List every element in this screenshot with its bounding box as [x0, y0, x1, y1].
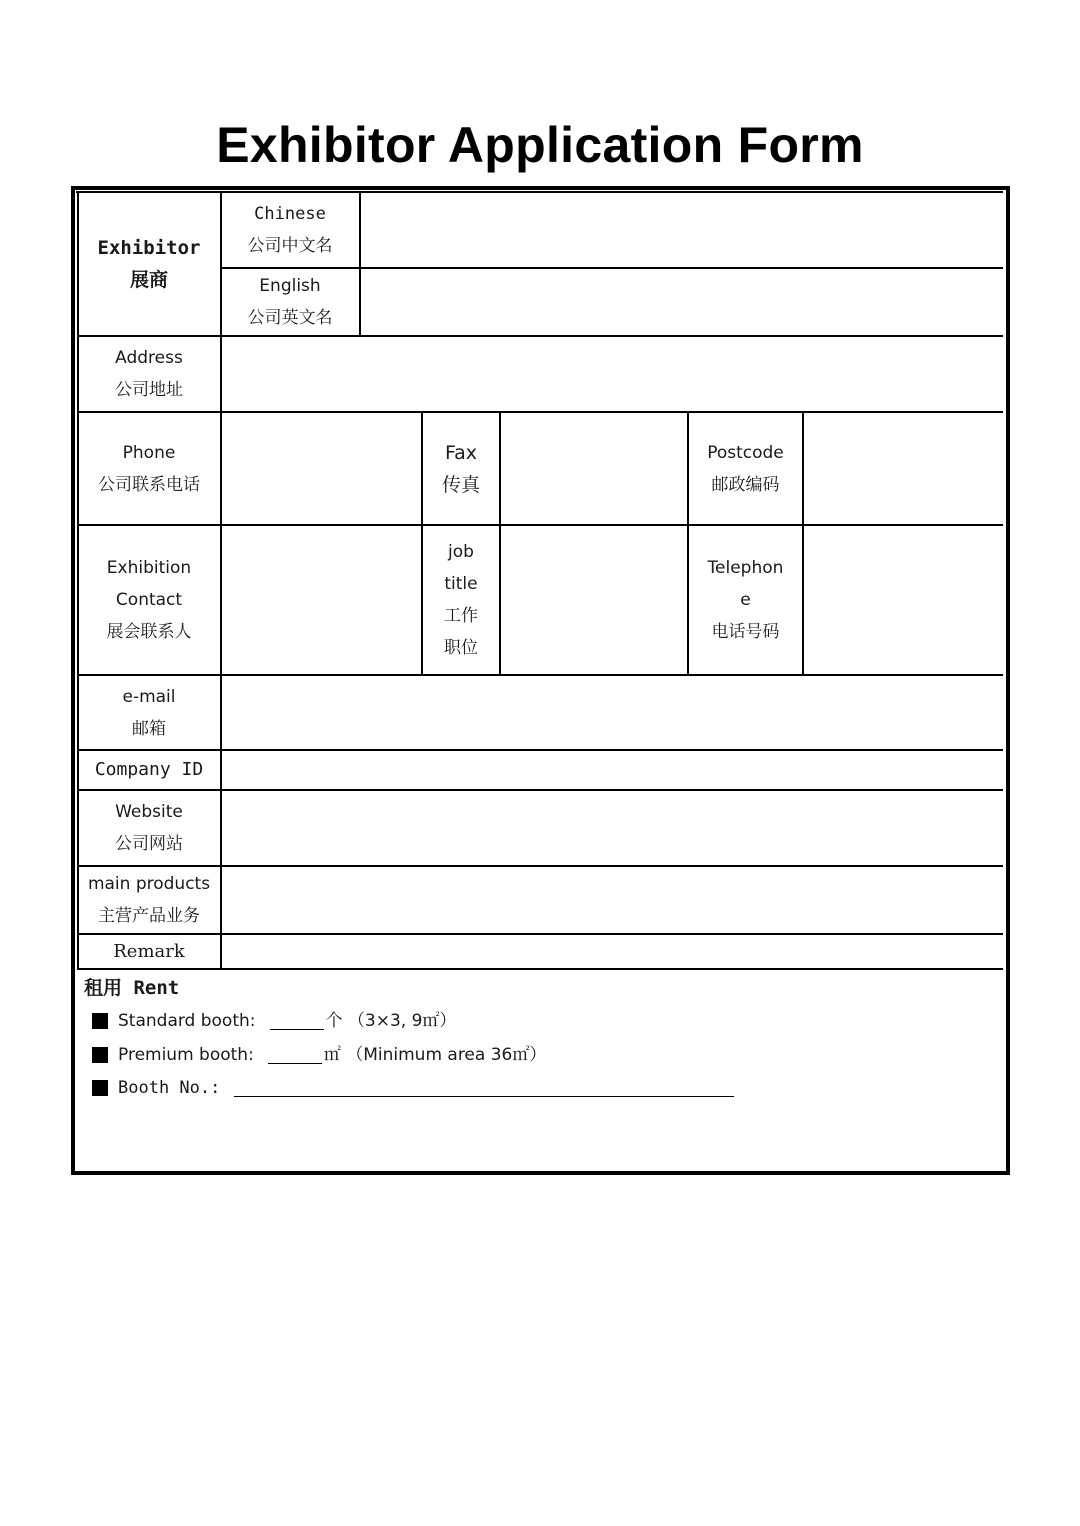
checkbox-square-icon [92, 1080, 108, 1096]
rent-heading: 租用 Rent [84, 977, 180, 999]
fax-label-en: Fax [444, 441, 478, 464]
fax-field[interactable] [501, 413, 687, 524]
booth-number-input[interactable] [234, 1096, 734, 1097]
telephone-label [689, 526, 802, 674]
telephone-label-line2: e [740, 590, 751, 610]
company-id-field[interactable] [222, 751, 1001, 789]
address-label-cn: 公司地址 [115, 380, 183, 400]
english-name-field[interactable] [361, 269, 1001, 335]
job-title-label-line1: job [448, 542, 474, 562]
exhibitor-label [78, 193, 220, 335]
chinese-name-label [221, 193, 359, 267]
postcode-label [689, 413, 802, 524]
website-label-cn: 公司网站 [115, 834, 183, 854]
job-title-label [423, 526, 499, 674]
main-products-field[interactable] [222, 867, 1001, 933]
telephone-label-line1: Telephon [707, 558, 784, 578]
postcode-label-cn: 邮政编码 [711, 474, 780, 495]
website-label-en: Website [115, 802, 183, 822]
page-title: Exhibitor Application Form [216, 117, 864, 173]
job-title-label-cn1: 工作 [444, 606, 478, 626]
postcode-label-en: Postcode [707, 442, 784, 463]
premium-booth-label: Premium booth: [118, 1045, 254, 1065]
company-id-label-en: Company ID [94, 759, 204, 780]
phone-field[interactable] [222, 413, 421, 524]
phone-label-cn: 公司联系电话 [98, 474, 200, 495]
premium-booth-row [92, 1041, 546, 1069]
checkbox-square-icon [92, 1047, 108, 1063]
chinese-name-label-cn: 公司中文名 [247, 236, 333, 256]
remark-label [78, 935, 220, 968]
english-name-label [221, 269, 359, 335]
address-field[interactable] [222, 337, 1001, 411]
main-products-label-cn: 主营产品业务 [98, 906, 200, 926]
contact-label-cn: 展会联系人 [106, 622, 192, 642]
checkbox-square-icon [92, 1013, 108, 1029]
phone-label [78, 413, 220, 524]
job-title-field[interactable] [501, 526, 687, 674]
remark-field[interactable] [222, 935, 1001, 968]
premium-booth-area-input[interactable] [268, 1063, 322, 1064]
postcode-field[interactable] [804, 413, 1001, 524]
exhibitor-label-en: Exhibitor [97, 237, 201, 259]
job-title-label-cn2: 职位 [444, 638, 478, 658]
standard-booth-row [92, 1007, 456, 1035]
english-name-label-en: English [259, 276, 321, 296]
website-label [78, 791, 220, 865]
address-label [78, 337, 220, 411]
website-field[interactable] [222, 791, 1001, 865]
email-label [78, 676, 220, 749]
fax-label-cn: 传真 [441, 473, 480, 496]
telephone-label-cn: 电话号码 [711, 622, 780, 642]
email-field[interactable] [222, 676, 1001, 749]
chinese-name-label-en: Chinese [254, 204, 326, 224]
booth-number-row [92, 1074, 736, 1102]
remark-label-en: Remark [113, 940, 185, 962]
contact-field[interactable] [222, 526, 421, 674]
contact-label-line2: Contact [115, 590, 183, 610]
address-label-en: Address [115, 348, 183, 368]
contact-label-line1: Exhibition [106, 558, 192, 578]
premium-booth-unit: ㎡ （Minimum area 36㎡） [323, 1045, 547, 1065]
standard-booth-unit: 个 （3×3, 9㎡） [325, 1011, 457, 1031]
phone-label-en: Phone [122, 442, 176, 463]
email-label-cn: 邮箱 [132, 718, 166, 739]
divider [77, 968, 1003, 970]
standard-booth-quantity-input[interactable] [270, 1029, 324, 1030]
main-products-label [78, 867, 220, 933]
telephone-field[interactable] [804, 526, 1001, 674]
exhibitor-label-cn: 展商 [129, 269, 168, 291]
chinese-name-field[interactable] [361, 193, 1001, 267]
job-title-label-line2: title [444, 574, 478, 594]
english-name-label-cn: 公司英文名 [247, 308, 333, 328]
email-label-en: e-mail [122, 686, 176, 707]
fax-label [423, 413, 499, 524]
main-products-label-en: main products [87, 874, 211, 894]
contact-label [78, 526, 220, 674]
booth-number-label: Booth No.: [118, 1078, 221, 1098]
standard-booth-label: Standard booth: [118, 1011, 256, 1031]
company-id-label [78, 751, 220, 789]
